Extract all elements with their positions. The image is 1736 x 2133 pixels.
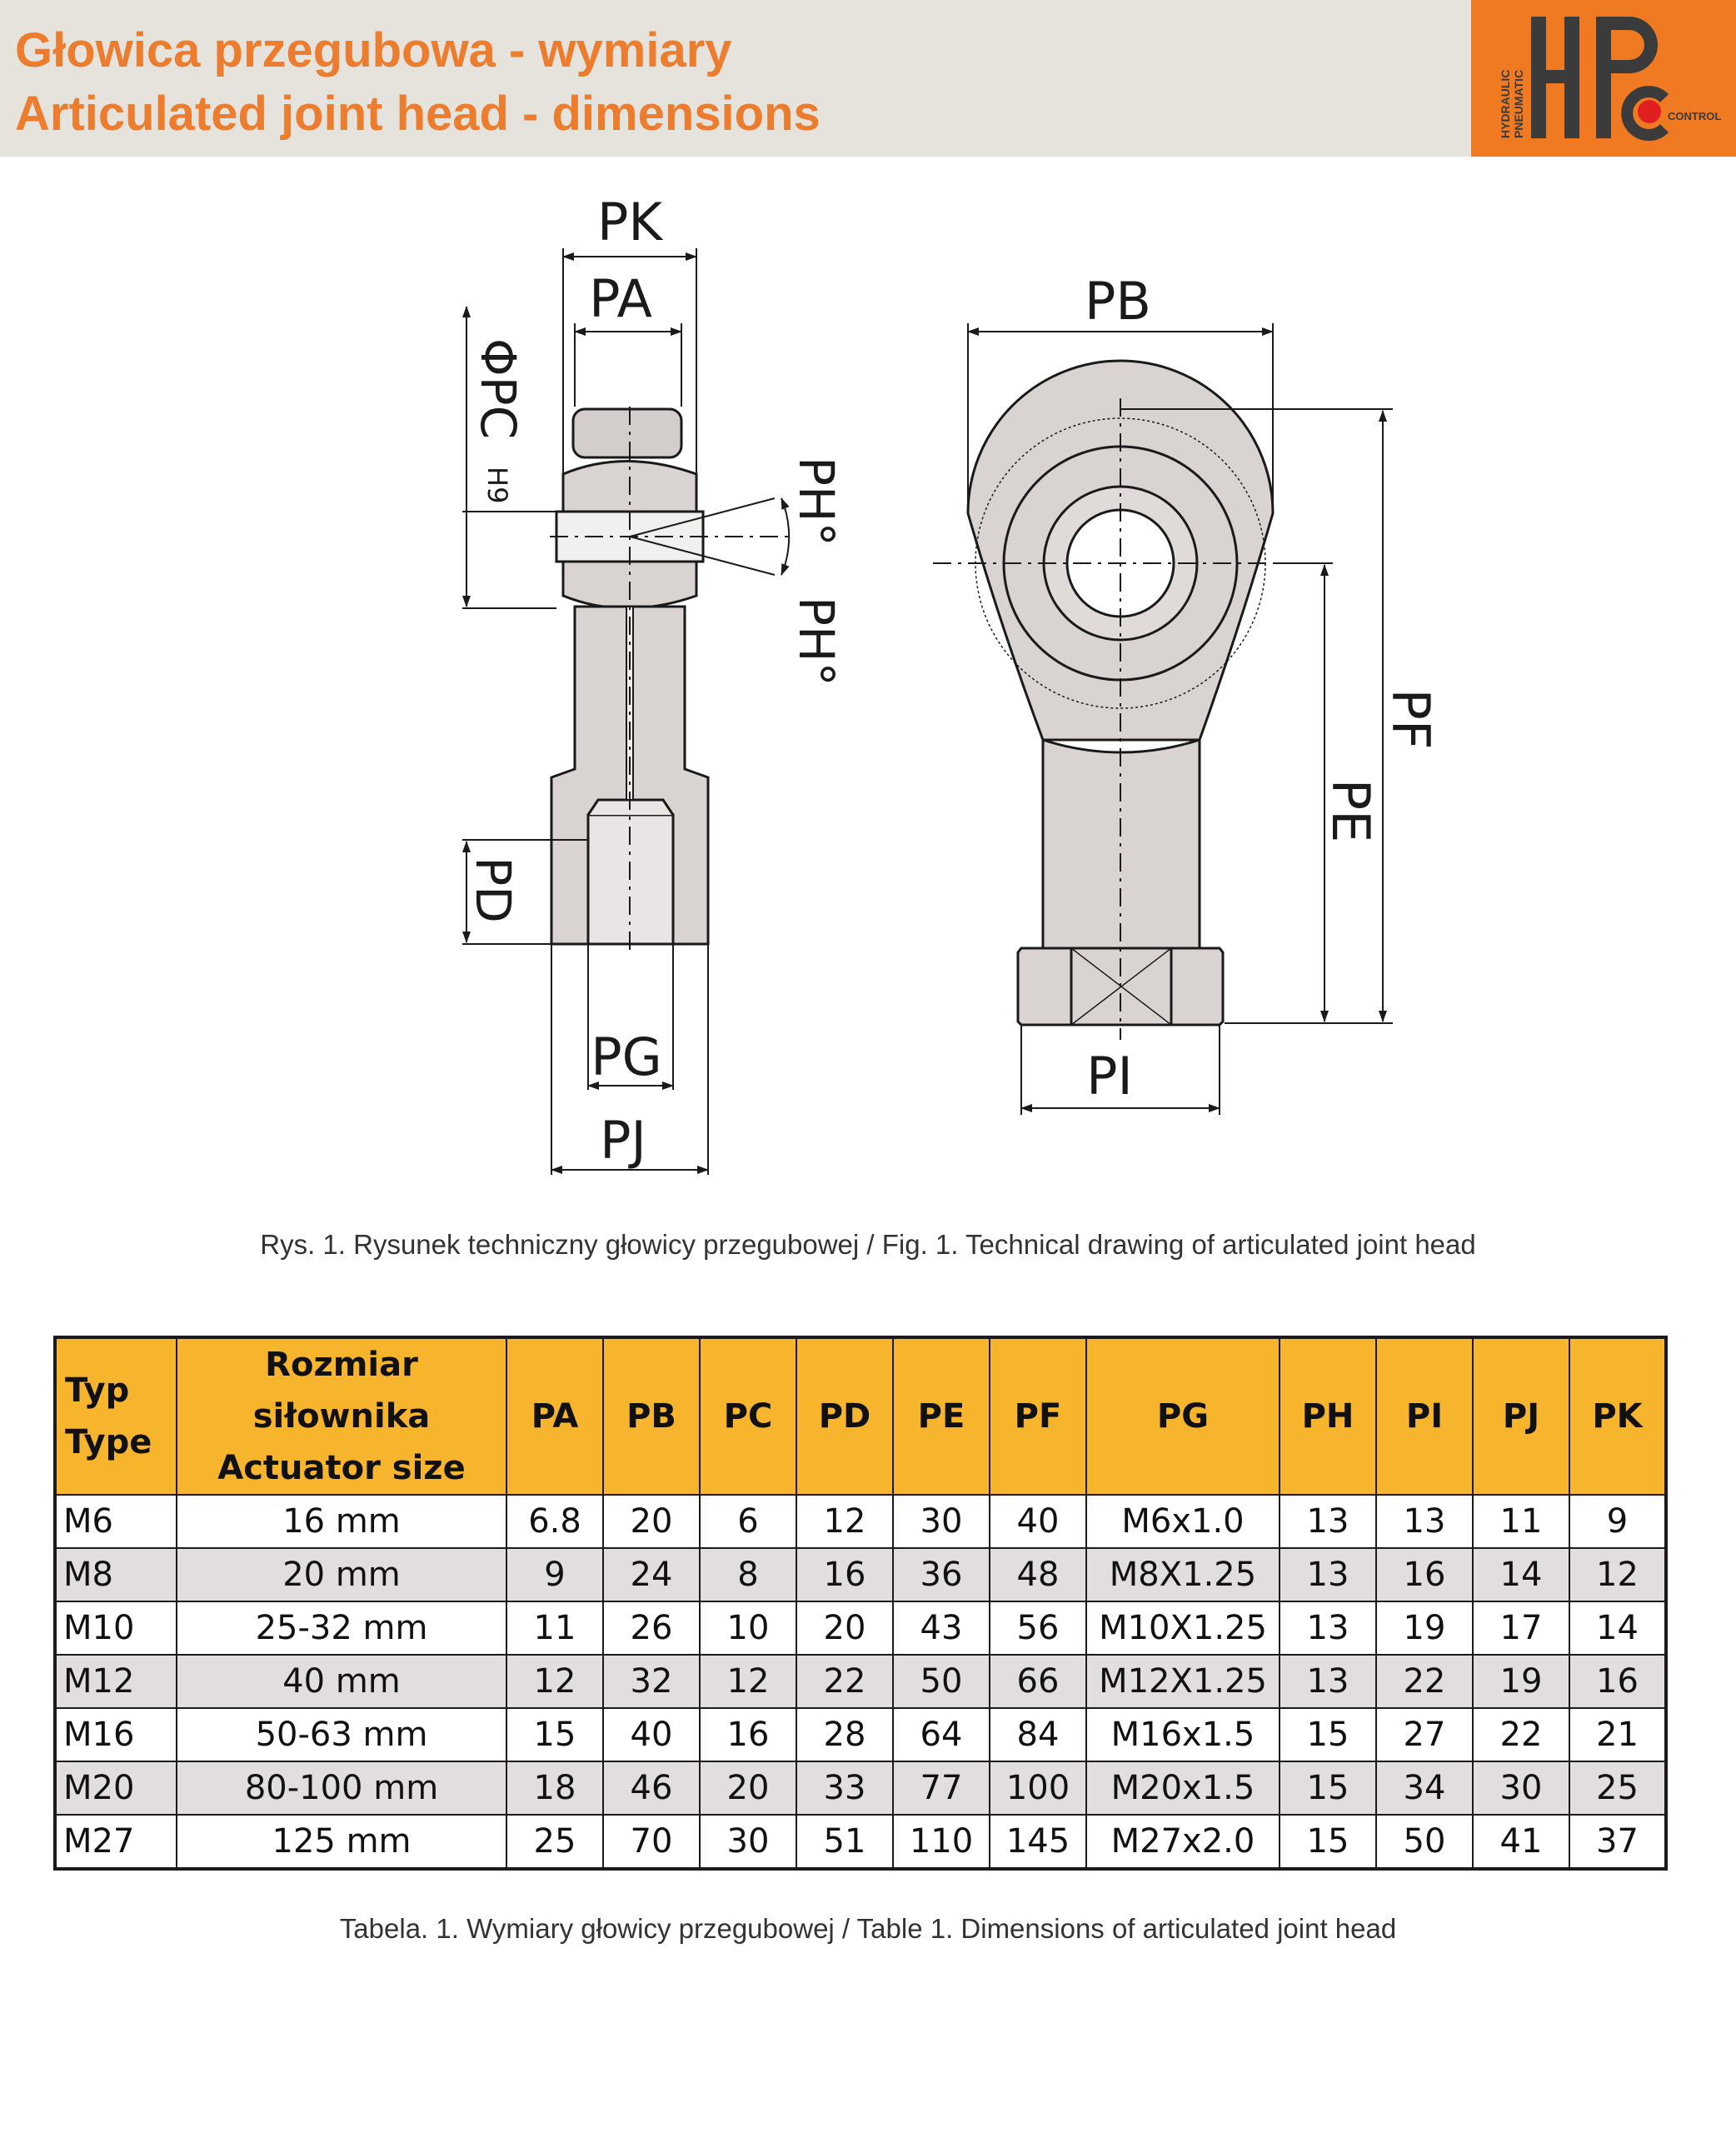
cell-value: 8 (700, 1548, 796, 1601)
cell-value: 15 (1280, 1815, 1376, 1869)
cell-actuator-size: 40 mm (177, 1655, 506, 1708)
cell-value: 12 (1569, 1548, 1666, 1601)
cell-value: 24 (603, 1548, 700, 1601)
cell-value: 43 (893, 1601, 990, 1655)
header-size-en: Actuator size (217, 1449, 466, 1487)
cell-value: 64 (893, 1708, 990, 1761)
header-ph: PH (1280, 1337, 1376, 1495)
cell-value: 28 (796, 1708, 893, 1761)
technical-drawing (0, 157, 1736, 1206)
header-pi: PI (1376, 1337, 1473, 1495)
table-row (55, 1761, 1666, 1815)
cell-value: 13 (1280, 1655, 1376, 1708)
cell-actuator-size: 125 mm (177, 1815, 506, 1869)
cell-value: 14 (1569, 1601, 1666, 1655)
dimensions-table (53, 1336, 1668, 1871)
title-english: Articulated joint head - dimensions (15, 87, 821, 141)
figure-caption: Rys. 1. Rysunek techniczny głowicy przegubowej / Fig. 1. Technical drawing of articulated joint head (260, 1229, 1476, 1260)
cell-value: 15 (1280, 1708, 1376, 1761)
header-pk: PK (1569, 1337, 1666, 1495)
cell-value: 13 (1376, 1495, 1473, 1548)
cell-type: M6 (55, 1495, 177, 1548)
dim-label-ph-bottom: PH° (788, 597, 845, 687)
header-type (55, 1337, 177, 1495)
dim-label-pf: PF (1380, 688, 1441, 750)
logo-letter-h (1531, 17, 1579, 138)
cell-value: 100 (990, 1761, 1086, 1815)
table-row (55, 1815, 1666, 1869)
cell-value: 12 (700, 1655, 796, 1708)
cell-value: 16 (1376, 1548, 1473, 1601)
cell-value: 51 (796, 1815, 893, 1869)
dim-label-pe: PE (1320, 778, 1381, 843)
cell-value: 46 (603, 1761, 700, 1815)
cell-value: 77 (893, 1761, 990, 1815)
cell-value: 16 (1569, 1655, 1666, 1708)
cell-value: 13 (1280, 1495, 1376, 1548)
cell-actuator-size: 80-100 mm (177, 1761, 506, 1815)
cell-value: 145 (990, 1815, 1086, 1869)
header-pd: PD (796, 1337, 893, 1495)
cell-type: M12 (55, 1655, 177, 1708)
cell-value: M16x1.5 (1086, 1708, 1280, 1761)
header-pb: PB (603, 1337, 700, 1495)
header-actuator-size (177, 1337, 506, 1495)
cell-value: 9 (1569, 1495, 1666, 1548)
cell-value: 18 (506, 1761, 603, 1815)
cell-value: 22 (796, 1655, 893, 1708)
logo-text-hydraulic: HYDRAULIC (1499, 69, 1512, 138)
cell-value: 40 (990, 1495, 1086, 1548)
cell-value: M8X1.25 (1086, 1548, 1280, 1601)
table-row (55, 1655, 1666, 1708)
cell-value: 16 (700, 1708, 796, 1761)
header-pf: PF (990, 1337, 1086, 1495)
cell-type: M8 (55, 1548, 177, 1601)
cell-value: M20x1.5 (1086, 1761, 1280, 1815)
cell-value: 27 (1376, 1708, 1473, 1761)
dim-label-ph-top: PH° (788, 457, 845, 547)
cell-value: 40 (603, 1708, 700, 1761)
logo-text-control: CONTROL (1668, 110, 1722, 122)
dim-label-pa: PA (589, 268, 652, 329)
dim-label-pi: PI (1086, 1046, 1133, 1106)
cell-type: M20 (55, 1761, 177, 1815)
cell-value: 15 (1280, 1761, 1376, 1815)
header-pc: PC (700, 1337, 796, 1495)
cell-value: 84 (990, 1708, 1086, 1761)
cell-value: 6.8 (506, 1495, 603, 1548)
cell-value: 13 (1280, 1548, 1376, 1601)
cell-value: 37 (1569, 1815, 1666, 1869)
page-header (0, 0, 1736, 157)
cell-value: 17 (1473, 1601, 1569, 1655)
table-header-row (55, 1337, 1666, 1495)
cell-actuator-size: 50-63 mm (177, 1708, 506, 1761)
header-size-pl: Rozmiar siłownika (252, 1346, 431, 1436)
table-body (55, 1495, 1666, 1869)
table-row (55, 1495, 1666, 1548)
cell-value: 34 (1376, 1761, 1473, 1815)
cell-value: 15 (506, 1708, 603, 1761)
table-caption: Tabela. 1. Wymiary głowicy przegubowej / Table 1. Dimensions of articulated joint head (339, 1913, 1397, 1944)
cell-value: 56 (990, 1601, 1086, 1655)
cell-type: M16 (55, 1708, 177, 1761)
cell-value: M10X1.25 (1086, 1601, 1280, 1655)
cell-value: 66 (990, 1655, 1086, 1708)
dim-label-pj: PJ (600, 1110, 646, 1171)
cell-value: 10 (700, 1601, 796, 1655)
cell-value: 50 (893, 1655, 990, 1708)
cell-value: 25 (1569, 1761, 1666, 1815)
cell-value: M27x2.0 (1086, 1815, 1280, 1869)
cell-value: 21 (1569, 1708, 1666, 1761)
cell-value: 11 (1473, 1495, 1569, 1548)
cell-value: M12X1.25 (1086, 1655, 1280, 1708)
cell-value: 13 (1280, 1601, 1376, 1655)
header-type-pl: Typ (65, 1371, 130, 1410)
cell-value: 22 (1473, 1708, 1569, 1761)
cell-value: 20 (603, 1495, 700, 1548)
cell-value: 36 (893, 1548, 990, 1601)
table-row (55, 1708, 1666, 1761)
cell-value: 26 (603, 1601, 700, 1655)
dim-label-pd: PD (465, 857, 521, 923)
header-pg: PG (1086, 1337, 1280, 1495)
cell-value: 16 (796, 1548, 893, 1601)
cell-value: 11 (506, 1601, 603, 1655)
dim-label-pb: PB (1085, 271, 1151, 332)
title-polish: Głowica przegubowa - wymiary (15, 23, 732, 77)
cell-value: 6 (700, 1495, 796, 1548)
cell-value: 12 (506, 1655, 603, 1708)
cell-value: 9 (506, 1548, 603, 1601)
cell-value: 70 (603, 1815, 700, 1869)
table-row (55, 1601, 1666, 1655)
dimensions-table-wrapper (53, 1336, 1668, 1871)
cell-value: 12 (796, 1495, 893, 1548)
logo-letter-c (1627, 92, 1664, 135)
cell-value: 25 (506, 1815, 603, 1869)
cell-value: 110 (893, 1815, 990, 1869)
cell-value: 32 (603, 1655, 700, 1708)
cell-value: 14 (1473, 1548, 1569, 1601)
cell-value: 20 (796, 1601, 893, 1655)
cell-actuator-size: 25-32 mm (177, 1601, 506, 1655)
cell-value: 19 (1376, 1601, 1473, 1655)
header-type-en: Type (65, 1423, 152, 1461)
cell-value: 41 (1473, 1815, 1569, 1869)
cell-value: 20 (700, 1761, 796, 1815)
cell-value: M6x1.0 (1086, 1495, 1280, 1548)
cell-value: 48 (990, 1548, 1086, 1601)
header-pe: PE (893, 1337, 990, 1495)
table-row (55, 1548, 1666, 1601)
cell-type: M10 (55, 1601, 177, 1655)
dim-label-pc: ΦPC (470, 338, 526, 440)
logo-text-pneumatic: PNEUMATIC (1512, 69, 1525, 138)
cell-value: 30 (893, 1495, 990, 1548)
company-logo (1471, 0, 1736, 157)
cell-actuator-size: 20 mm (177, 1548, 506, 1601)
header-pa: PA (506, 1337, 603, 1495)
dim-label-pc-tolerance: H9 (481, 467, 513, 504)
cell-type: M27 (55, 1815, 177, 1869)
cell-value: 22 (1376, 1655, 1473, 1708)
dim-label-pg: PG (591, 1027, 662, 1087)
cell-value: 30 (1473, 1761, 1569, 1815)
cell-actuator-size: 16 mm (177, 1495, 506, 1548)
cell-value: 33 (796, 1761, 893, 1815)
header-pj: PJ (1473, 1337, 1569, 1495)
cell-value: 50 (1376, 1815, 1473, 1869)
dim-label-pk: PK (596, 192, 663, 252)
cell-value: 30 (700, 1815, 796, 1869)
cell-value: 19 (1473, 1655, 1569, 1708)
